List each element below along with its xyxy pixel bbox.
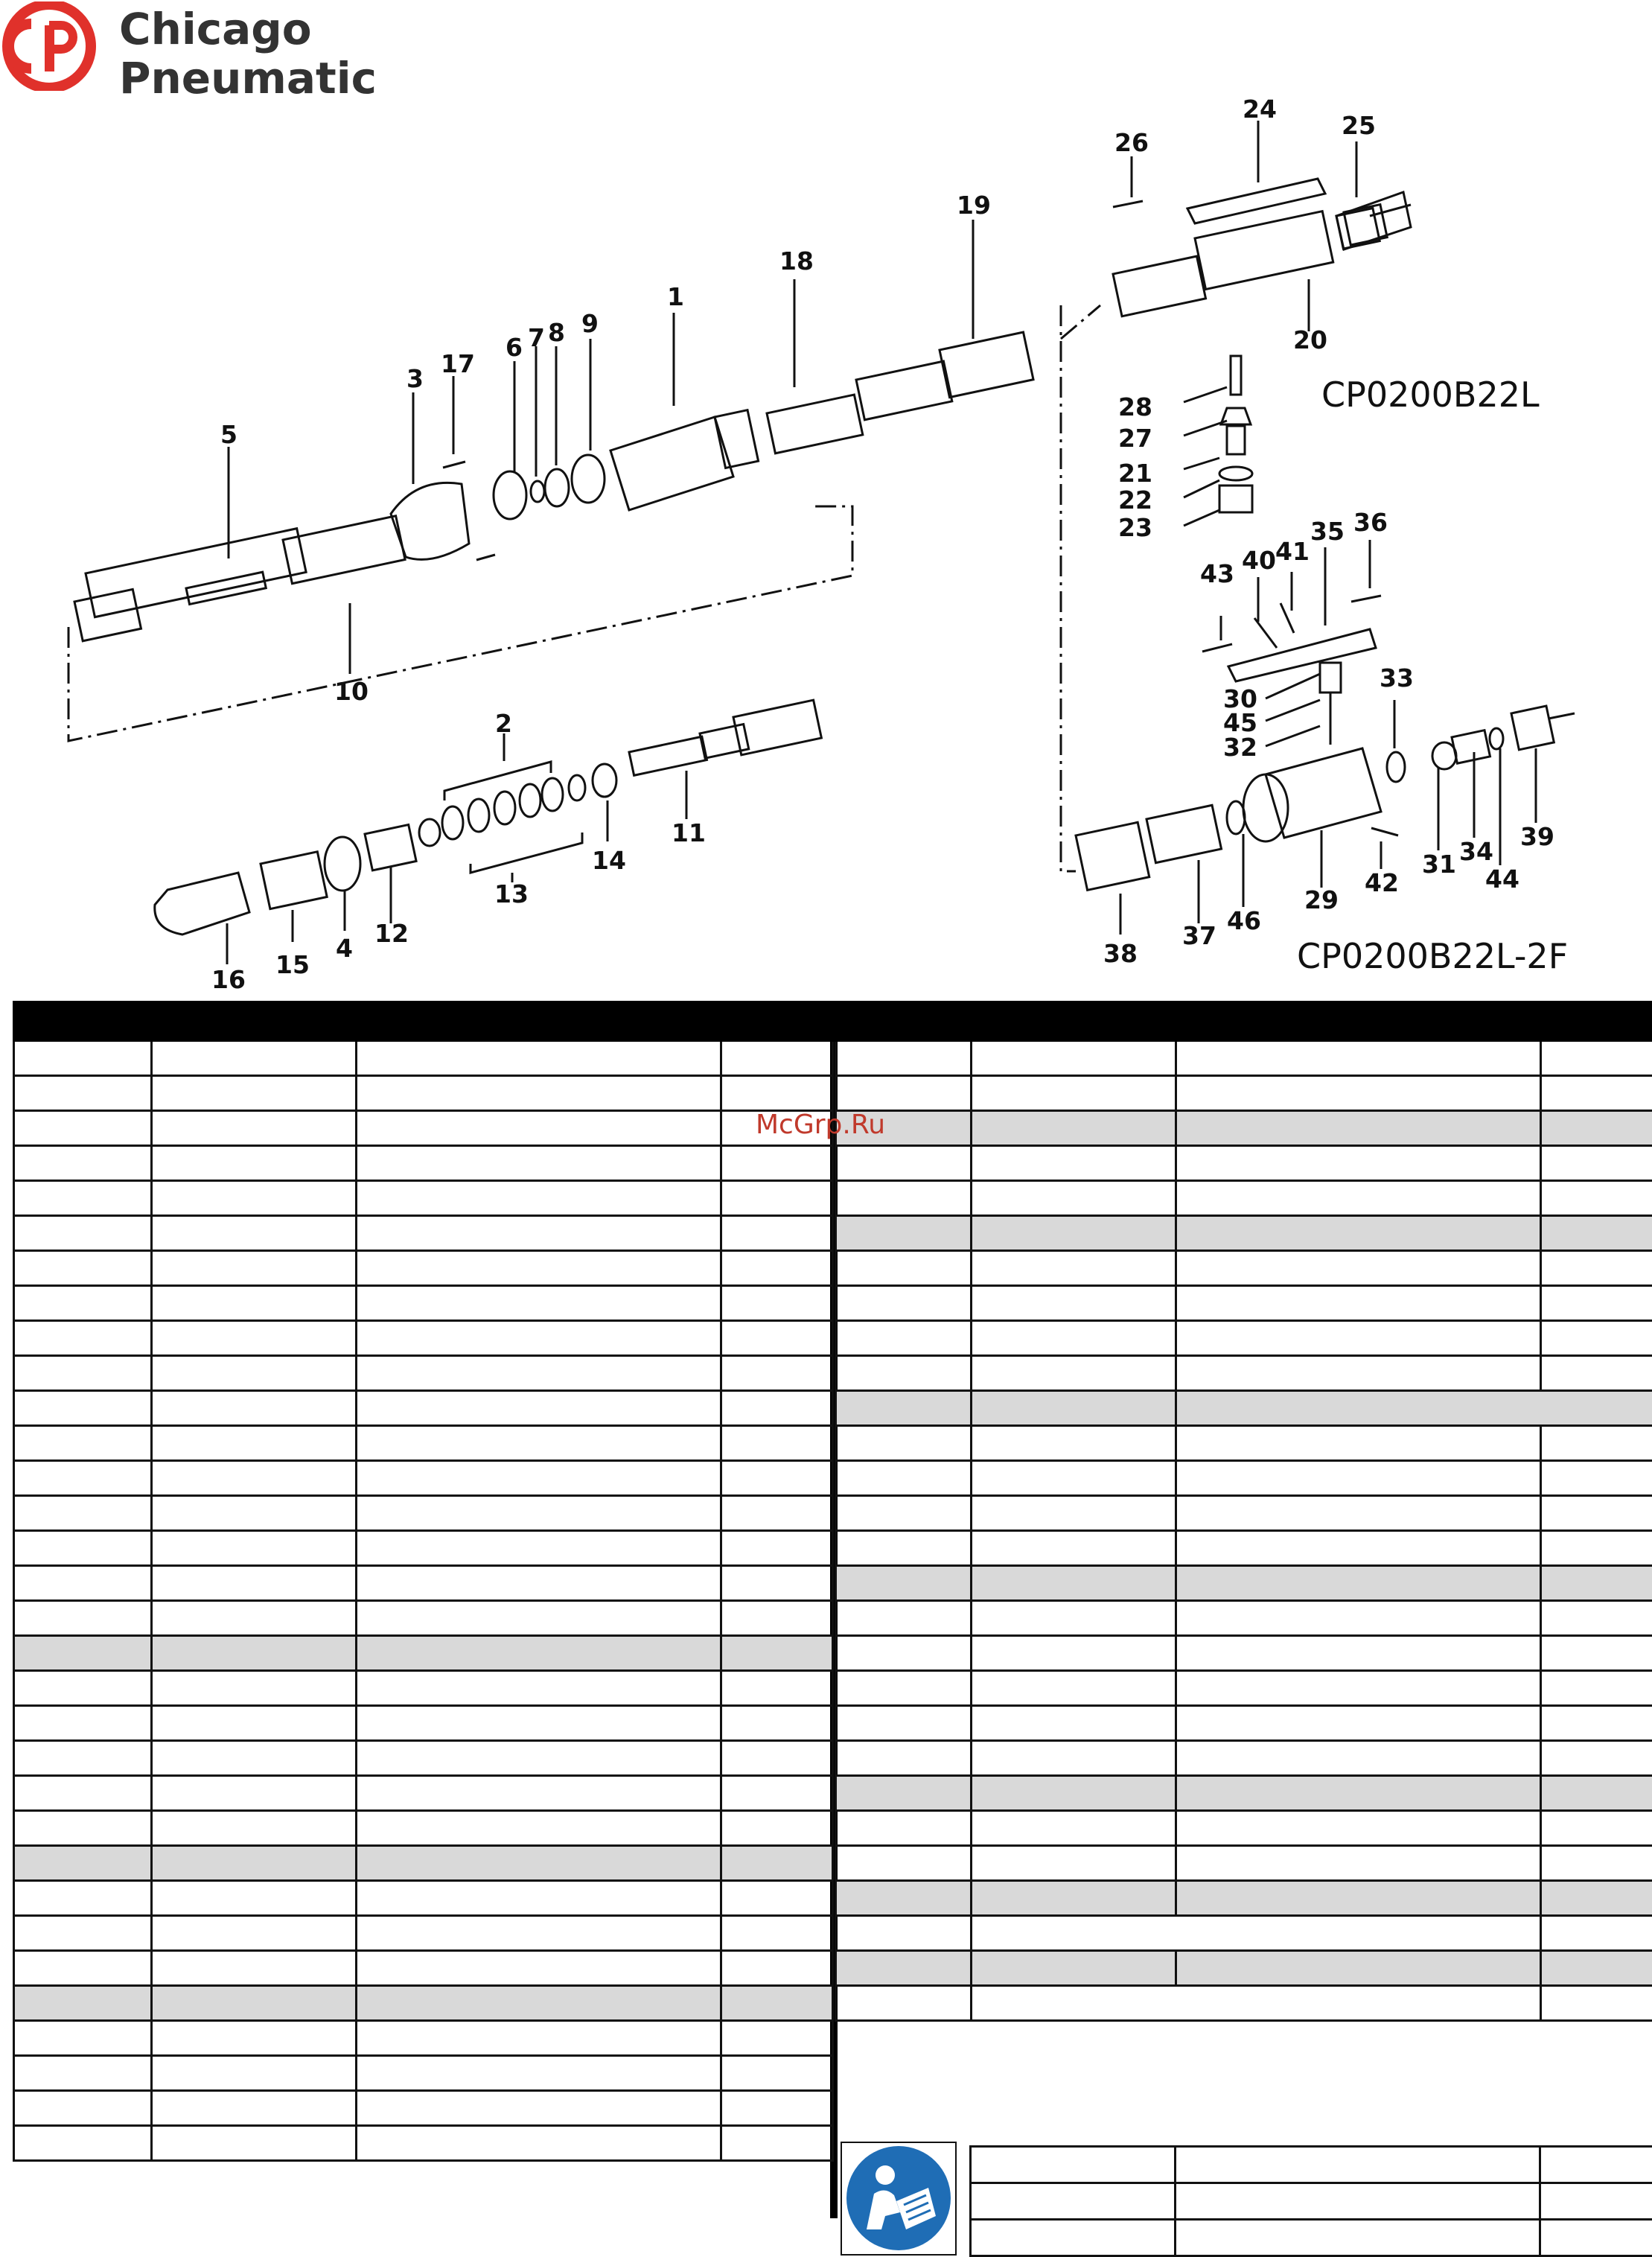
- callout-34: 34: [1459, 837, 1493, 866]
- callout-37: 37: [1182, 921, 1216, 950]
- callout-29: 29: [1304, 885, 1339, 914]
- table-row: [14, 2091, 833, 2126]
- table-row: [971, 2147, 1652, 2183]
- table-row: [14, 2056, 833, 2091]
- table-row: [836, 1461, 1652, 1496]
- table-row: [14, 1146, 833, 1181]
- table-header-row: [14, 1002, 833, 1041]
- table-row: [14, 1321, 833, 1356]
- callout-25: 25: [1342, 111, 1376, 140]
- table-row: [14, 2126, 833, 2161]
- callout-38: 38: [1103, 939, 1138, 968]
- table-row: [14, 1706, 833, 1741]
- callout-39: 39: [1520, 822, 1554, 851]
- table-row: [14, 1566, 833, 1601]
- table-underline-2: [1200, 1844, 1345, 1847]
- callout-35: 35: [1310, 517, 1345, 546]
- callout-23: 23: [1118, 513, 1152, 542]
- table-row: [14, 1181, 833, 1216]
- callout-12: 12: [374, 919, 409, 948]
- callout-6: 6: [506, 333, 523, 362]
- callout-7: 7: [528, 323, 545, 352]
- callout-43: 43: [1200, 559, 1234, 588]
- table-row: [14, 1776, 833, 1811]
- table-row: [836, 1181, 1652, 1216]
- callout-13: 13: [494, 879, 529, 908]
- table-row: [836, 1146, 1652, 1181]
- table-row: [836, 1076, 1652, 1111]
- callout-21: 21: [1118, 459, 1152, 488]
- callout-32: 32: [1223, 733, 1257, 762]
- table-row: [836, 1531, 1652, 1566]
- table-row: [836, 1391, 1652, 1426]
- table-row: [836, 1286, 1652, 1321]
- table-row: [836, 1811, 1652, 1846]
- table-row: [14, 1881, 833, 1916]
- watermark: McGrp.Ru: [756, 1110, 886, 1140]
- table-row: [836, 1776, 1652, 1811]
- callout-42: 42: [1365, 868, 1399, 897]
- parts-table-left: [13, 1001, 834, 2162]
- callout-45: 45: [1223, 708, 1257, 737]
- table-underline-1: [998, 1844, 1150, 1847]
- table-row: [836, 1566, 1652, 1601]
- table-row: [14, 1496, 833, 1531]
- callout-40: 40: [1242, 546, 1276, 575]
- callout-10: 10: [334, 677, 369, 706]
- callout-1: 1: [667, 282, 684, 311]
- callout-24: 24: [1243, 95, 1277, 124]
- callout-31: 31: [1422, 850, 1456, 879]
- table-row: [14, 1251, 833, 1286]
- read-manual-icon: [841, 2142, 957, 2256]
- table-row: [836, 1671, 1652, 1706]
- callout-17: 17: [441, 349, 475, 378]
- table-header-row: [836, 1002, 1652, 1041]
- table-row: [836, 1321, 1652, 1356]
- table-row: [836, 1951, 1652, 1986]
- table-row: [836, 1986, 1652, 2021]
- callout-18: 18: [779, 246, 814, 276]
- callout-19: 19: [957, 191, 991, 220]
- table-row: [14, 1846, 833, 1881]
- table-row: [14, 1531, 833, 1566]
- table-row: [14, 1461, 833, 1496]
- table-row: [14, 1111, 833, 1146]
- exploded-parts-diagram: [0, 0, 1652, 990]
- callout-30: 30: [1223, 684, 1257, 713]
- brand-line-2: Pneumatic: [119, 53, 377, 104]
- callout-14: 14: [592, 846, 626, 875]
- callout-26: 26: [1114, 128, 1149, 157]
- table-row: [14, 1916, 833, 1951]
- table-row: [836, 1216, 1652, 1251]
- table-row: [836, 1041, 1652, 1076]
- table-row: [14, 1216, 833, 1251]
- table-row: [14, 2021, 833, 2056]
- table-row: [971, 2220, 1652, 2256]
- callout-15: 15: [275, 950, 310, 979]
- table-row: [836, 1601, 1652, 1636]
- callout-2: 2: [495, 709, 512, 738]
- callout-16: 16: [211, 965, 246, 990]
- table-row: [14, 1741, 833, 1776]
- callout-9: 9: [581, 309, 599, 338]
- callout-46: 46: [1227, 906, 1261, 935]
- table-row: [14, 1426, 833, 1461]
- table-row: [14, 1041, 833, 1076]
- table-row: [836, 1741, 1652, 1776]
- callout-5: 5: [220, 420, 237, 449]
- table-row: [836, 1251, 1652, 1286]
- table-row: [836, 1846, 1652, 1881]
- table-row: [14, 1356, 833, 1391]
- callout-41: 41: [1275, 537, 1310, 566]
- table-row: [971, 2183, 1652, 2220]
- brand-line-1: Chicago: [119, 4, 312, 54]
- table-row: [836, 1706, 1652, 1741]
- callout-8: 8: [548, 318, 565, 347]
- table-row: [836, 1496, 1652, 1531]
- table-row: [836, 1636, 1652, 1671]
- callout-27: 27: [1118, 424, 1152, 453]
- callout-20: 20: [1293, 325, 1327, 354]
- callout-22: 22: [1118, 486, 1152, 515]
- table-row: [836, 1881, 1652, 1916]
- callout-33: 33: [1380, 663, 1414, 693]
- callout-4: 4: [336, 934, 353, 963]
- model-label-top: CP0200B22L: [1321, 375, 1540, 415]
- table-row: [14, 1811, 833, 1846]
- callout-28: 28: [1118, 392, 1152, 421]
- callout-3: 3: [406, 364, 424, 393]
- table-row: [14, 1986, 833, 2021]
- parts-table-right: [835, 1001, 1652, 2022]
- parts-table-footer: [969, 2145, 1652, 2257]
- table-row: [836, 1426, 1652, 1461]
- table-row: [836, 1916, 1652, 1951]
- callout-36: 36: [1353, 508, 1388, 537]
- table-row: [14, 1601, 833, 1636]
- table-row: [14, 1671, 833, 1706]
- table-row: [836, 1111, 1652, 1146]
- table-row: [14, 1286, 833, 1321]
- table-row: [14, 1636, 833, 1671]
- model-label-bottom: CP0200B22L-2F: [1297, 936, 1569, 976]
- table-row: [14, 1391, 833, 1426]
- table-row: [14, 1076, 833, 1111]
- callout-11: 11: [672, 818, 706, 847]
- table-row: [14, 1951, 833, 1986]
- callout-44: 44: [1485, 865, 1519, 894]
- table-row: [836, 1356, 1652, 1391]
